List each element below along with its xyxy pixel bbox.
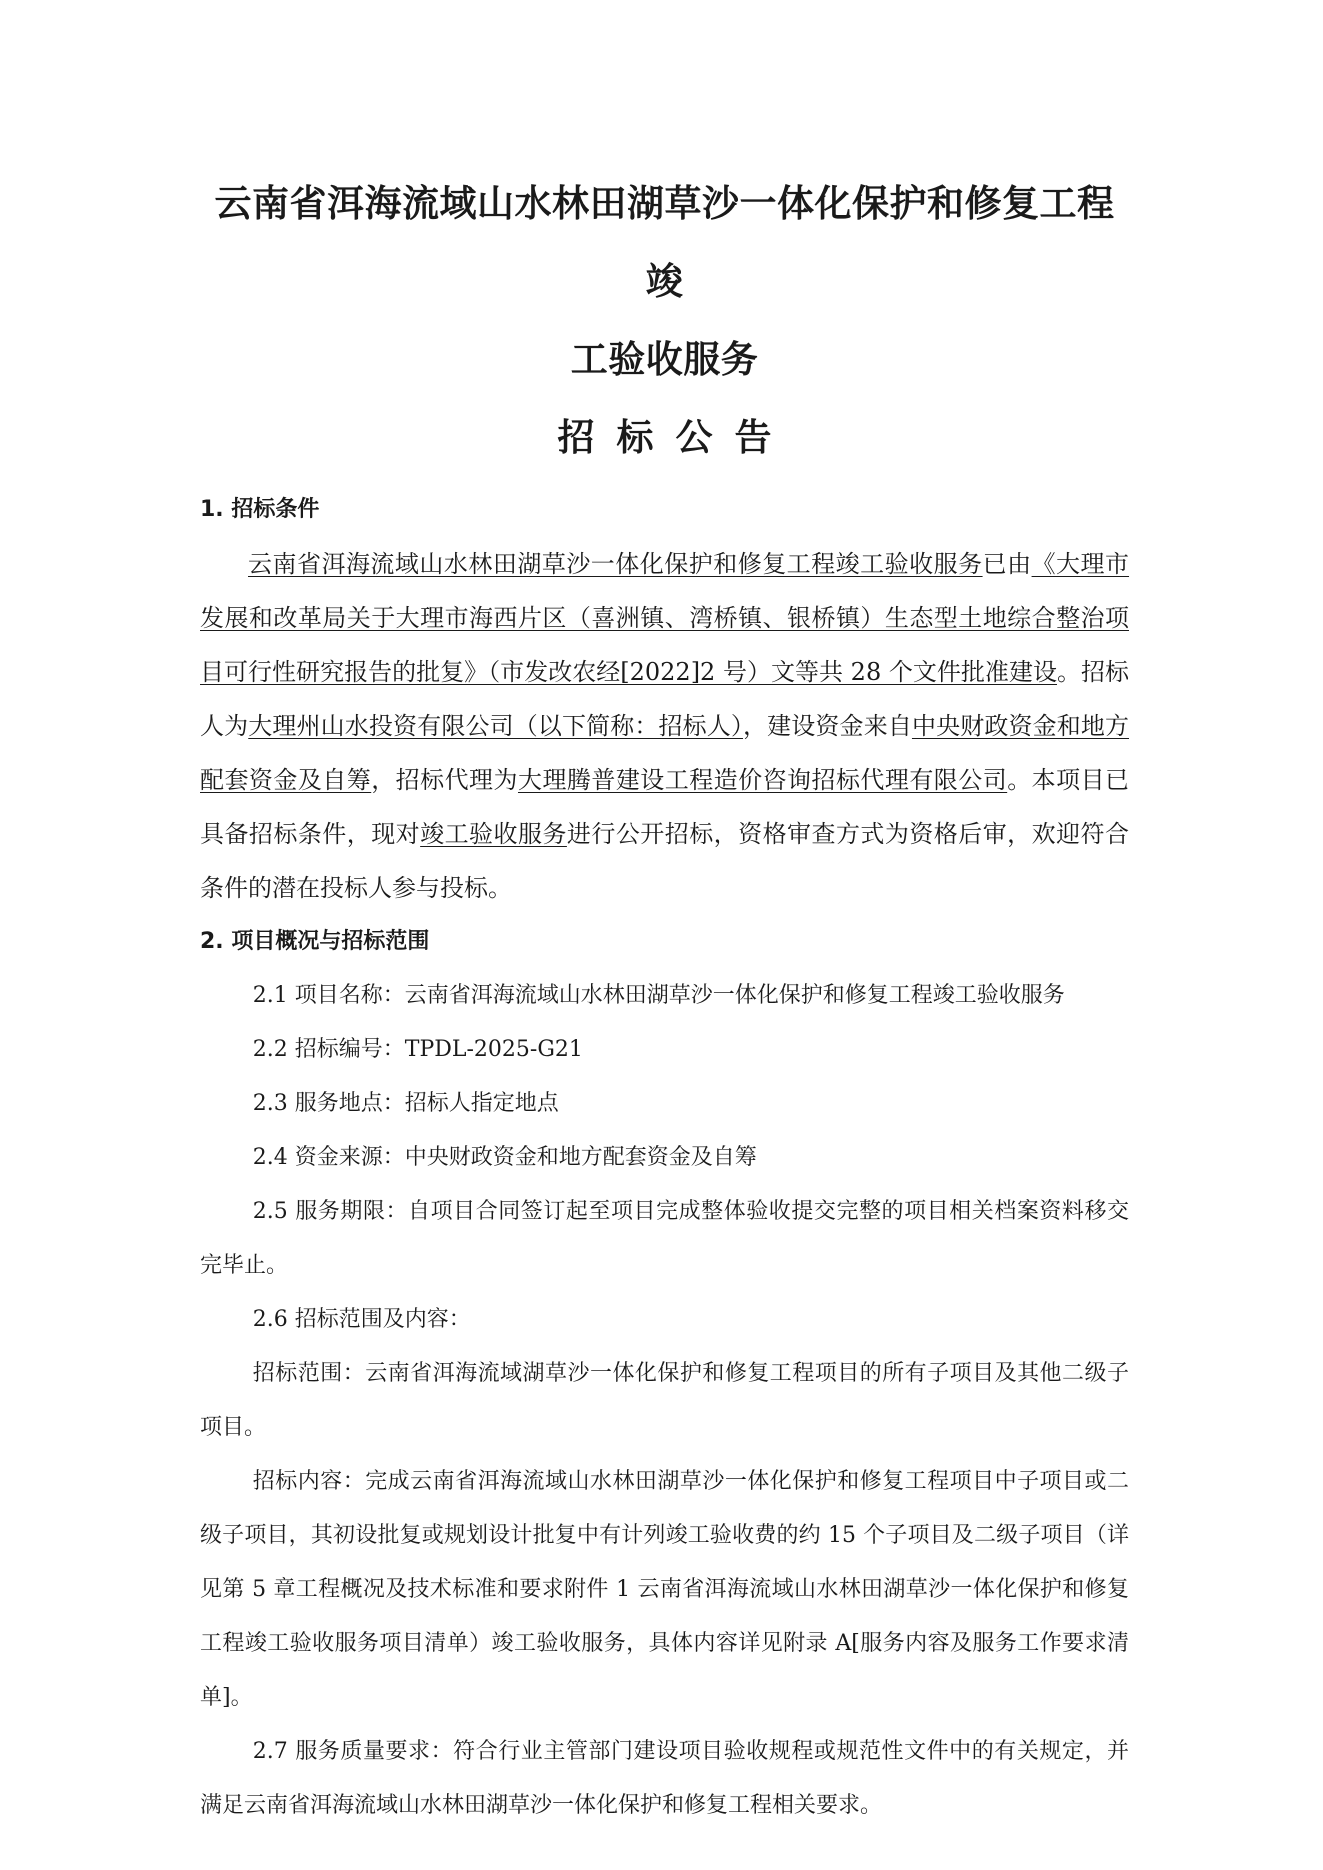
approval-doc-underlined: 《大理市发展和改革局关于大理市海西片区（喜洲镇、湾桥镇、银桥镇）生态型土地综合整治项目可行性研究报告的批复》（市发改农经[2022]2 号）文等共 28 个文件批准建设 [200, 550, 1130, 686]
text-fragment: 。本项目已具备招标条件，现对 [200, 766, 1130, 848]
section-2-heading: 2. 项目概况与招标范围 [200, 929, 430, 954]
agent-underlined: 大理腾普建设工程造价咨询招标代理有限公司 [517, 766, 1008, 794]
document-subtitle: 招标公告 [557, 416, 794, 459]
document-title-line-2: 工验收服务 [570, 338, 759, 381]
service-underlined: 竣工验收服务 [420, 820, 567, 848]
funds-underlined: 中央财政资金和地方配套资金及自筹 [200, 712, 1130, 794]
text-fragment: 进行公开招标，资格审查方式为资格后审，欢迎符合条件的潜在投标人参与投标。 [200, 820, 1130, 902]
item-2-5: 2.5 服务期限：自项目合同签订起至项目完成整体验收提交完整的项目相关档案资料移交完毕止。 [200, 1199, 1129, 1278]
item-2-2: 2.2 招标编号：TPDL-2025-G21 [252, 1037, 583, 1062]
item-2-3: 2.3 服务地点：招标人指定地点 [252, 1091, 559, 1116]
item-2-1: 2.1 项目名称：云南省洱海流域山水林田湖草沙一体化保护和修复工程竣工验收服务 [252, 983, 1065, 1008]
document-title-line-1: 云南省洱海流域山水林田湖草沙一体化保护和修复工程竣 [214, 182, 1115, 303]
section-1-heading: 1. 招标条件 [200, 497, 320, 522]
text-fragment: ，招标代理为 [371, 766, 518, 794]
section-1-paragraph [200, 537, 1129, 915]
text-fragment: 。招标人为 [200, 658, 1130, 740]
text-fragment: ，建设资金来自 [743, 712, 912, 740]
item-2-6: 2.6 招标范围及内容： [252, 1307, 471, 1332]
tender-content: 招标内容：完成云南省洱海流域山水林田湖草沙一体化保护和修复工程项目中子项目或二级子项目，其初设批复或规划设计批复中有计列竣工验收费的约 15 个子项目及二级子项目（详见第 5 章工程概况及技术标准和要求附件 1 云南省洱海流域山水林田湖草沙一体化保护和修复工程竣工验收服务项目清单）竣工验收服务，具体内容详见附录 A[服务内容及服务工作要求清单]。 [200, 1469, 1129, 1710]
item-2-7: 2.7 服务质量要求：符合行业主管部门建设项目验收规程或规范性文件中的有关规定，并满足云南省洱海流域山水林田湖草沙一体化保护和修复工程相关要求。 [200, 1739, 1129, 1818]
item-2-4: 2.4 资金来源：中央财政资金和地方配套资金及自筹 [252, 1145, 757, 1170]
tenderer-underlined: 大理州山水投资有限公司（以下简称：招标人） [248, 712, 744, 740]
tender-scope: 招标范围：云南省洱海流域湖草沙一体化保护和修复工程项目的所有子项目及其他二级子项目。 [200, 1361, 1129, 1440]
text-fragment: 已由 [982, 550, 1032, 578]
project-name-underlined: 云南省洱海流域山水林田湖草沙一体化保护和修复工程竣工验收服务 [248, 550, 983, 578]
